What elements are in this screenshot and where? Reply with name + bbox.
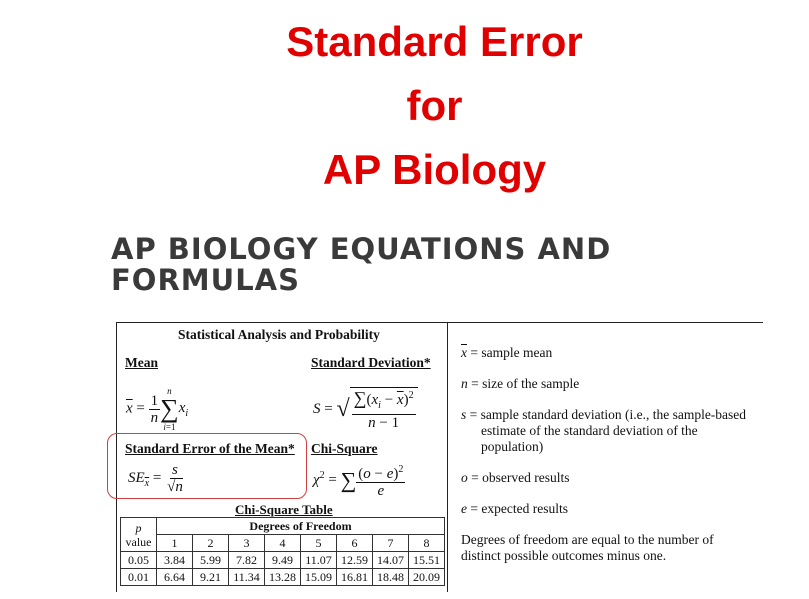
- value-cell: 18.48: [373, 569, 409, 586]
- dof-cell: 3: [229, 535, 265, 552]
- mean-label: Mean: [125, 355, 158, 370]
- p-cell: 0.05: [121, 552, 157, 569]
- p-header: p: [135, 520, 142, 535]
- sd-formula: S = √ $\frac{\sum(x_i - \overline{x})^2}{n - 1}$: [313, 387, 418, 431]
- chisq-label: Chi-Square: [311, 441, 378, 456]
- def-dof-line1: Degrees of freedom are equal to the number of: [461, 532, 714, 547]
- def-s: [461, 407, 746, 455]
- sem-label: Standard Error of the Mean*: [125, 441, 295, 456]
- n-symbol: n: [461, 376, 468, 391]
- value-cell: 12.59: [337, 552, 373, 569]
- value-cell: 7.82: [229, 552, 265, 569]
- def-dof: [461, 532, 714, 564]
- def-e: [461, 501, 568, 517]
- dof-cell: 4: [265, 535, 301, 552]
- def-s-line3: population): [481, 439, 544, 454]
- slide-title-line1: Standard Error: [286, 18, 583, 65]
- e-symbol: e: [461, 501, 467, 516]
- def-n: [461, 376, 579, 392]
- slide-title-line2: for: [406, 82, 463, 129]
- value-cell: 9.49: [265, 552, 301, 569]
- def-s-line1: = sample standard deviation (i.e., the sample-based: [469, 407, 747, 422]
- value-cell: 20.09: [409, 569, 445, 586]
- def-o-text: = observed results: [471, 470, 570, 485]
- value-cell: 9.21: [193, 569, 229, 586]
- document-heading-line1: AP BIOLOGY EQUATIONS AND: [111, 232, 612, 266]
- p-value-header: [121, 518, 157, 552]
- value-cell: 11.34: [229, 569, 265, 586]
- def-o: [461, 470, 569, 486]
- value-cell: 15.51: [409, 552, 445, 569]
- xbar-symbol: $\overline{x}$: [461, 345, 467, 360]
- chisq-formula: $\chi^2$ = ∑ $\frac{(o - e)^2}{e}$: [313, 464, 404, 499]
- value-cell: 14.07: [373, 552, 409, 569]
- section-title: Statistical Analysis and Probability: [178, 327, 380, 342]
- box-divider: [447, 322, 448, 592]
- table-row: [121, 552, 445, 569]
- chisq-table-title: Chi-Square Table: [235, 502, 333, 517]
- p-cell: 0.01: [121, 569, 157, 586]
- value-cell: 16.81: [337, 569, 373, 586]
- sem-formula: $SE_{\overline{x}}$ = $\frac{s}{√n}$: [128, 462, 183, 495]
- document-heading-line2: FORMULAS: [111, 263, 301, 297]
- value-cell: 3.84: [157, 552, 193, 569]
- def-xbar: [461, 345, 552, 361]
- dof-cell: 6: [337, 535, 373, 552]
- dof-cell: 7: [373, 535, 409, 552]
- dof-cell: 8: [409, 535, 445, 552]
- value-cell: 15.09: [301, 569, 337, 586]
- mean-formula: $\overline{x}$ = $\frac{1}{n}$ n ∑ i=1 $x_i$: [126, 386, 189, 432]
- o-symbol: o: [461, 470, 468, 485]
- value-cell: 11.07: [301, 552, 337, 569]
- value-header: value: [125, 534, 152, 549]
- table-row: [121, 569, 445, 586]
- chisq-table: [120, 517, 445, 586]
- slide-title-line3: AP Biology: [322, 146, 547, 193]
- dof-cell: 1: [157, 535, 193, 552]
- box-top-border: [116, 322, 763, 323]
- dof-header: Degrees of Freedom: [157, 518, 445, 535]
- def-xbar-text: = sample mean: [470, 345, 553, 360]
- def-dof-line2: distinct possible outcomes minus one.: [461, 548, 667, 563]
- sd-label: Standard Deviation*: [311, 355, 431, 370]
- document-heading: [111, 234, 611, 296]
- dof-cell: 2: [193, 535, 229, 552]
- value-cell: 6.64: [157, 569, 193, 586]
- def-s-line2: estimate of the standard deviation of the: [481, 423, 698, 438]
- dof-cell: 5: [301, 535, 337, 552]
- def-n-text: = size of the sample: [471, 376, 580, 391]
- def-e-text: = expected results: [470, 501, 568, 516]
- value-cell: 13.28: [265, 569, 301, 586]
- s-symbol: s: [461, 407, 467, 422]
- value-cell: 5.99: [193, 552, 229, 569]
